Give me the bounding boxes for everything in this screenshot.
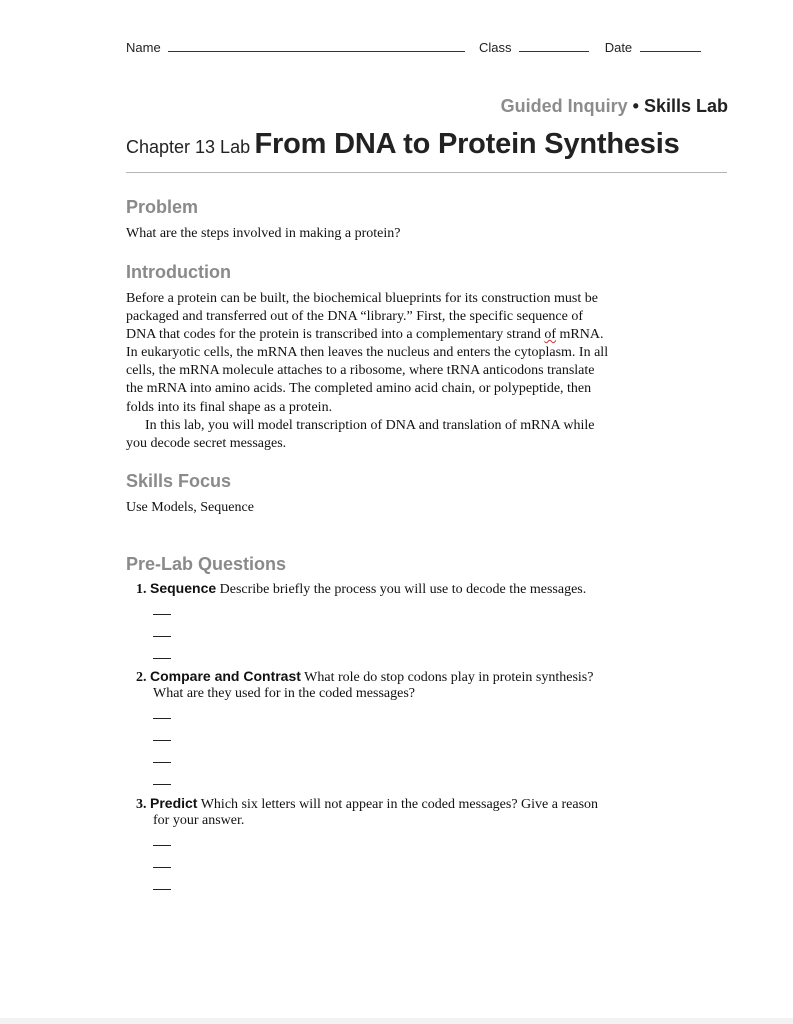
- introduction-heading: Introduction: [126, 262, 231, 282]
- problem-text: What are the steps involved in making a protein?: [126, 226, 401, 241]
- skills-focus-text: Use Models, Sequence: [126, 500, 254, 515]
- question-1: [136, 580, 586, 598]
- skills-lab-label: Skills Lab: [643, 96, 728, 116]
- chapter-label: Chapter 13 Lab: [126, 137, 251, 157]
- intro-line: cells, the mRNA molecule attaches to a ribosome, where tRNA anticodons translate: [126, 363, 595, 379]
- intro-line: you decode secret messages.: [126, 435, 287, 451]
- bullet-separator: •: [627, 96, 644, 116]
- answer-line[interactable]: [153, 889, 171, 890]
- question-text: Which six letters will not appear in the coded messages? Give a reason: [197, 797, 599, 812]
- class-label: Class: [478, 40, 512, 55]
- question-text: What role do stop codons play in protein synthesis?: [300, 670, 594, 685]
- answer-line[interactable]: [153, 867, 171, 868]
- answer-line[interactable]: [153, 845, 171, 846]
- intro-line: DNA that codes for the protein is transcribed into a complementary strand of mRNA.: [126, 327, 604, 343]
- student-info-line: [126, 40, 701, 55]
- question-continuation: What are they used for in the coded messages?: [153, 686, 416, 701]
- answer-line[interactable]: [153, 762, 171, 763]
- intro-line: In this lab, you will model transcription of DNA and translation of mRNA while: [145, 417, 595, 433]
- date-label: Date: [604, 40, 633, 55]
- title-divider: [126, 172, 727, 173]
- problem-heading: Problem: [126, 197, 199, 217]
- intro-line: folds into its final shape as a protein.: [126, 399, 333, 415]
- name-field[interactable]: [168, 41, 465, 52]
- class-field[interactable]: [519, 41, 589, 52]
- name-label: Name: [126, 40, 161, 55]
- prelab-heading: Pre-Lab Questions: [126, 554, 287, 574]
- intro-line: In eukaryotic cells, the mRNA then leaves the nucleus and enters the cytoplasm. In all: [126, 345, 609, 361]
- answer-line[interactable]: [153, 636, 171, 637]
- skills-focus-heading: Skills Focus: [126, 471, 232, 491]
- guided-inquiry-label: Guided Inquiry: [500, 96, 628, 116]
- answer-line[interactable]: [153, 718, 171, 719]
- answer-line[interactable]: [153, 784, 171, 785]
- page-title: [126, 128, 680, 161]
- spellcheck-word: of: [544, 327, 556, 343]
- question-number: 2.: [136, 670, 147, 685]
- intro-line: the mRNA into amino acids. The completed amino acid chain, or polypeptide, then: [126, 381, 592, 397]
- question-2: [136, 668, 593, 702]
- question-number: 3.: [136, 797, 147, 812]
- question-3: [136, 795, 598, 829]
- answer-line[interactable]: [153, 658, 171, 659]
- intro-line: packaged and transferred out of the DNA “library.” First, the specific sequence of: [126, 309, 584, 325]
- question-keyword: Compare and Contrast: [150, 668, 301, 684]
- lab-title: From DNA to Protein Synthesis: [254, 128, 680, 160]
- question-text: Describe briefly the process you will use to decode the messages.: [216, 582, 587, 597]
- question-keyword: Sequence: [150, 580, 217, 596]
- page-bottom-edge: [0, 1018, 793, 1024]
- answer-line[interactable]: [153, 740, 171, 741]
- introduction-body: [126, 290, 656, 453]
- answer-line[interactable]: [153, 614, 171, 615]
- question-number: 1.: [136, 582, 147, 597]
- date-field[interactable]: [640, 41, 701, 52]
- lab-type-subtitle: [501, 96, 728, 117]
- intro-line: Before a protein can be built, the biochemical blueprints for its construction must be: [126, 291, 598, 306]
- question-keyword: Predict: [150, 795, 198, 811]
- question-continuation: for your answer.: [153, 813, 245, 828]
